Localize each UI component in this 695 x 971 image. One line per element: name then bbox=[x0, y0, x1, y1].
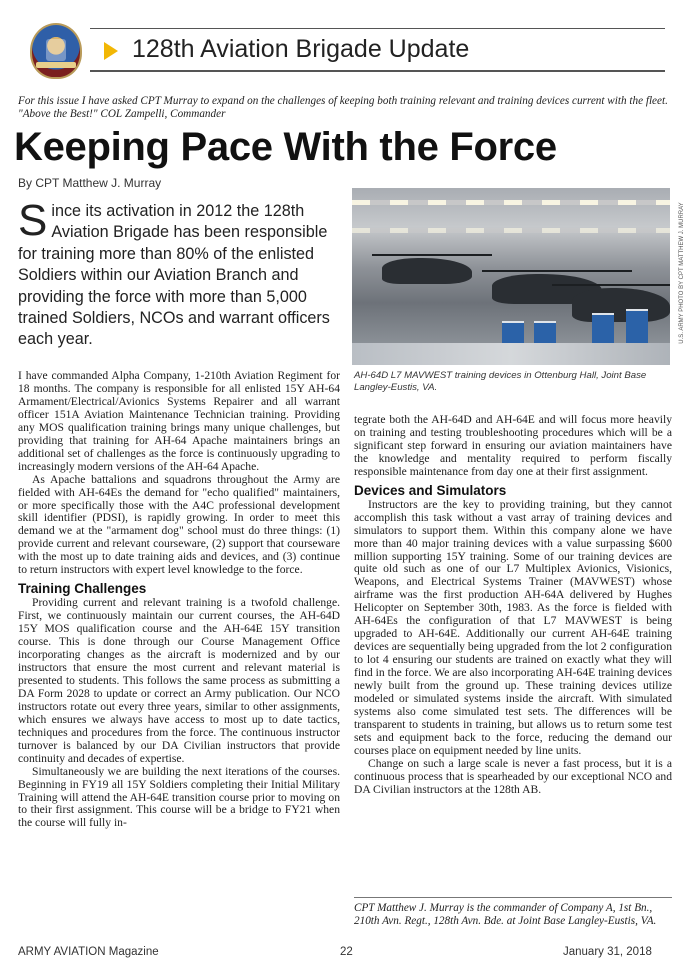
section-title: 128th Aviation Brigade Update bbox=[132, 35, 470, 63]
hangar-floor bbox=[352, 343, 670, 365]
section-arrow-icon bbox=[104, 42, 118, 60]
body-paragraph: I have commanded Alpha Company, 1-210th Aviation Regiment for 18 months. The company is responsible for all enlisted 15Y AH-64 Armament/Electrical/Avionics Systems Repairer and all warrant officer 151A Aviation Maintenance Technician training. Providing any MOS qualification training brings many unique challenges, but providing that training for AH-64 Apache maintainers brings an additional set of challenges as the force is continuously upgrading to increasingly modern versions of the AH-64 Apache. bbox=[18, 369, 340, 473]
ceiling-lights bbox=[352, 200, 670, 205]
footer-page-number: 22 bbox=[340, 946, 353, 958]
photo-credit bbox=[673, 190, 683, 360]
crest-banner bbox=[36, 62, 76, 68]
author-bio: CPT Matthew J. Murray is the commander of Company A, 1st Bn., 210th Avn. Regt., 128th Avn. Bde. at Joint Base Langley-Eustis, VA. bbox=[354, 902, 657, 928]
subheading-training-challenges: Training Challenges bbox=[18, 581, 147, 597]
subheading-devices-simulators: Devices and Simulators bbox=[354, 482, 507, 498]
footer-publication: ARMY AVIATION Magazine bbox=[18, 946, 159, 958]
header-rule-top bbox=[90, 28, 665, 29]
body-paragraph: As Apache battalions and squadrons throughout the Army are fielded with AH-64Es the demand for "echo qualified" maintainers, or more specifically those with the A4C professional development skill identifier (PDSI), is rapidly growing. In order to meet this demand we at the "armament dog" school must do three things: (1) provide current and relevant courseware, (2) support that courseware with the most up to date training aids and devices, and (3) continue to return instructors with expert level knowledge to the force. bbox=[18, 472, 340, 577]
photo-credit-text: U.S. ARMY PHOTO BY CPT MATTHEW J. MURRAY bbox=[679, 202, 685, 344]
bio-divider bbox=[354, 897, 672, 898]
body-paragraph: Instructors are the key to providing training, but they cannot accomplish this task without a vast array of training devices and simulators to support them. Within this company alone we have more than 40 major training devices with a value surpassing $600 million supporting 15Y training. Some of our training devices are quite old such as one of our L7 Multiplex Avionics, Visionics, Weapons, and Electrical Systems Trainer (MAVWEST) whose airframe was the first production AH-64A delivered by Hughes Helicopter on September 30th, 1983. As the force is fielded with AH-64Es the configuration of that L7 MAVWEST is being upgraded to AH-64E. Additionally our current AH-64E training devices are sequentially being upgraded from the lot 2 configuration to lot 4 ensuring our students are trained on exactly what they will find in the force. We are also incorporating AH-64E training devices newly built from the ground up. These training devices utilize modeled or simulated systems inside the aircraft. With simulated systems also come simulated test sets. The differences will be transparent to students in training, but allows us to return some test sets and equipment back to the force, reducing the demand our courses place on equipment needed by line units. bbox=[354, 497, 672, 757]
body-column-left bbox=[18, 370, 340, 830]
rotor-blade bbox=[552, 284, 670, 286]
editor-intro-note: For this issue I have asked CPT Murray to expand on the challenges of keeping both training relevant and training devices current with the fleet. "Above the Best!" COL Zampelli, Commander bbox=[18, 95, 668, 120]
body-paragraph: Simultaneously we are building the next iterations of the courses. Beginning in FY19 all 15Y Soldiers completing their Initial Military Training will attend the AH-64E transition course prior to moving on to their first assignment. This course will be a bridge to FY21 when the course will fully in- bbox=[18, 764, 340, 830]
article-byline: By CPT Matthew J. Murray bbox=[18, 176, 162, 190]
ceiling-lights bbox=[352, 228, 670, 233]
crest-shield bbox=[46, 39, 66, 61]
rotor-blade bbox=[482, 270, 632, 272]
article-title: Keeping Pace With the Force bbox=[14, 125, 557, 169]
brigade-crest-icon bbox=[30, 23, 82, 79]
lead-text: ince its activation in 2012 the 128th Aviation Brigade has been responsible for training more than 80% of the enlisted Soldiers within our Aviation Branch and providing the force with more than 5,000 trained Soldiers, NCOs and warrant officers each year. bbox=[18, 202, 330, 349]
drop-cap: S bbox=[18, 196, 48, 245]
rotor-blade bbox=[372, 254, 492, 256]
header-rule-bottom bbox=[90, 70, 665, 72]
article-photo bbox=[352, 188, 670, 365]
body-column-right bbox=[354, 414, 672, 797]
body-paragraph: Providing current and relevant training is a twofold challenge. First, we continuously maintain our current courses, the AH-64D 15Y MOS qualification course and the AH-64E 15Y transition course. This is done through our Course Management Office incorporating changes as the aircraft is modernized and by our instructors that ensure the most current and relevant material is presented to students. This follows the same process as submitting a DA Form 2028 to update or correct an Army publication. Our NCO instructors rotate out every three years, similar to other assignments, which ensures we always have access to most up to date tactics, techniques and procedures from the force. The continuous instructor turnover is balanced by our DA Civilian instructors that provide continuity and decades of expertise. bbox=[18, 596, 340, 765]
lead-paragraph bbox=[18, 196, 338, 351]
helicopter-shape bbox=[382, 258, 472, 284]
helicopter-shape bbox=[572, 288, 670, 322]
body-paragraph: tegrate both the AH-64D and AH-64E and will focus more heavily on training and testing troubleshooting procedures which will be a significant step forward in ensuring our aviation maintainers have the knowledge and mentality required to perform fiscally responsible maintenance from day one at their first assignment. bbox=[354, 413, 672, 478]
photo-caption: AH-64D L7 MAVWEST training devices in Ottenburg Hall, Joint Base Langley-Eustis, VA. bbox=[354, 370, 647, 393]
body-paragraph: Change on such a large scale is never a fast process, but it is a continuous process that is spearheaded by our exceptional NCO and DA Civilian instructors at the 128th AB. bbox=[354, 756, 672, 796]
footer-date: January 31, 2018 bbox=[563, 946, 652, 958]
